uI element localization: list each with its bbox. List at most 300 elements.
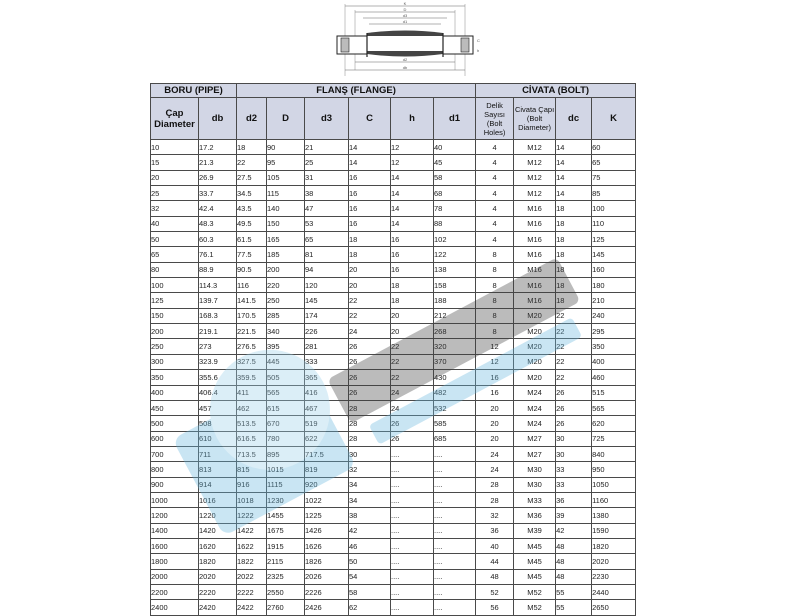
cell-d2: 18	[237, 140, 267, 155]
cell-K: 210	[592, 293, 636, 308]
cell-bolt-diameter: M16	[514, 247, 556, 262]
cell-d1: 45	[434, 155, 476, 170]
cell-d3: 1626	[305, 538, 349, 553]
cell-dc: 55	[556, 600, 592, 615]
table-row	[151, 508, 636, 523]
cell-dc: 22	[556, 308, 592, 323]
cell-bolt-holes: 40	[476, 538, 514, 553]
cell-d3: 1826	[305, 554, 349, 569]
cell-h: ....	[391, 462, 434, 477]
col-header-h: h	[391, 98, 434, 140]
cell-d1: ....	[434, 446, 476, 461]
cell-h: 24	[391, 400, 434, 415]
cell-db: 1016	[199, 492, 237, 507]
cell-C: 58	[349, 584, 391, 599]
cell-bolt-holes: 8	[476, 308, 514, 323]
cell-dc: 33	[556, 477, 592, 492]
table-row	[151, 324, 636, 339]
cell-C: 34	[349, 477, 391, 492]
cell-bolt-holes: 20	[476, 431, 514, 446]
cell-d2: 1018	[237, 492, 267, 507]
cell-bolt-diameter: M16	[514, 216, 556, 231]
cell-h: 22	[391, 370, 434, 385]
cell-diameter: 25	[151, 186, 199, 201]
cell-d2: 170.5	[237, 308, 267, 323]
cell-d2: 34.5	[237, 186, 267, 201]
cell-K: 110	[592, 216, 636, 231]
cell-diameter: 20	[151, 170, 199, 185]
cell-C: 28	[349, 400, 391, 415]
cell-d1: 685	[434, 431, 476, 446]
table-row	[151, 186, 636, 201]
cell-d2: 616.5	[237, 431, 267, 446]
cell-d2: 43.5	[237, 201, 267, 216]
cell-K: 145	[592, 247, 636, 262]
cell-D: 150	[267, 216, 305, 231]
cell-bolt-diameter: M52	[514, 600, 556, 615]
cell-bolt-holes: 32	[476, 508, 514, 523]
table-row	[151, 400, 636, 415]
cell-h: 12	[391, 140, 434, 155]
table-row	[151, 492, 636, 507]
cell-h: 22	[391, 339, 434, 354]
cell-C: 38	[349, 508, 391, 523]
cell-K: 2020	[592, 554, 636, 569]
cell-d2: 61.5	[237, 232, 267, 247]
table-row	[151, 354, 636, 369]
cell-K: 85	[592, 186, 636, 201]
drawing-label-D: D	[403, 7, 407, 12]
drawing-label-K: K	[403, 1, 407, 6]
col-header-bolt-diameter: Civata Çapı (Bolt Diameter)	[514, 98, 556, 140]
cell-C: 26	[349, 354, 391, 369]
cell-diameter: 150	[151, 308, 199, 323]
cell-C: 34	[349, 492, 391, 507]
cell-K: 160	[592, 262, 636, 277]
cell-h: 12	[391, 155, 434, 170]
cell-bolt-diameter: M12	[514, 186, 556, 201]
cell-db: 355.6	[199, 370, 237, 385]
cell-K: 725	[592, 431, 636, 446]
cell-C: 54	[349, 569, 391, 584]
table-row	[151, 247, 636, 262]
cell-D: 250	[267, 293, 305, 308]
cell-bolt-holes: 8	[476, 293, 514, 308]
cell-d3: 622	[305, 431, 349, 446]
cell-bolt-diameter: M27	[514, 431, 556, 446]
cell-h: ....	[391, 477, 434, 492]
flange-dimension-table	[150, 83, 636, 616]
cell-d1: 320	[434, 339, 476, 354]
cell-bolt-holes: 20	[476, 400, 514, 415]
cell-d2: 513.5	[237, 416, 267, 431]
cell-db: 88.9	[199, 262, 237, 277]
cell-d2: 1822	[237, 554, 267, 569]
table-row	[151, 462, 636, 477]
col-header-d2: d2	[237, 98, 267, 140]
cell-diameter: 125	[151, 293, 199, 308]
cell-d2: 916	[237, 477, 267, 492]
cell-diameter: 700	[151, 446, 199, 461]
col-header-dc: dc	[556, 98, 592, 140]
cell-K: 180	[592, 278, 636, 293]
col-header-bolt-holes: Delik Sayısı (Bolt Holes)	[476, 98, 514, 140]
cell-db: 813	[199, 462, 237, 477]
cell-D: 2115	[267, 554, 305, 569]
cell-d3: 47	[305, 201, 349, 216]
drawing-label-h: h	[477, 48, 480, 53]
cell-d3: 365	[305, 370, 349, 385]
cell-D: 200	[267, 262, 305, 277]
col-header-d1: d1	[434, 98, 476, 140]
cell-h: 16	[391, 232, 434, 247]
cell-C: 28	[349, 431, 391, 446]
cell-dc: 18	[556, 262, 592, 277]
cell-bolt-holes: 4	[476, 155, 514, 170]
cell-d1: 585	[434, 416, 476, 431]
cell-dc: 48	[556, 554, 592, 569]
cell-dc: 26	[556, 416, 592, 431]
cell-db: 1620	[199, 538, 237, 553]
cell-K: 950	[592, 462, 636, 477]
cell-bolt-diameter: M24	[514, 400, 556, 415]
table-row	[151, 170, 636, 185]
cell-h: 16	[391, 247, 434, 262]
cell-K: 840	[592, 446, 636, 461]
cell-C: 14	[349, 140, 391, 155]
cell-diameter: 450	[151, 400, 199, 415]
cell-bolt-holes: 16	[476, 370, 514, 385]
cell-d2: 815	[237, 462, 267, 477]
cell-bolt-diameter: M20	[514, 339, 556, 354]
cell-bolt-holes: 44	[476, 554, 514, 569]
cell-bolt-diameter: M52	[514, 584, 556, 599]
cell-C: 16	[349, 201, 391, 216]
table-body	[151, 140, 636, 616]
cell-bolt-holes: 16	[476, 385, 514, 400]
cell-bolt-diameter: M12	[514, 155, 556, 170]
cell-D: 1230	[267, 492, 305, 507]
cell-diameter: 300	[151, 354, 199, 369]
cell-d3: 2026	[305, 569, 349, 584]
cell-D: 1115	[267, 477, 305, 492]
cell-K: 60	[592, 140, 636, 155]
cell-D: 395	[267, 339, 305, 354]
cell-d2: 1622	[237, 538, 267, 553]
cell-dc: 26	[556, 385, 592, 400]
cell-dc: 22	[556, 324, 592, 339]
cell-bolt-holes: 8	[476, 247, 514, 262]
cell-db: 21.3	[199, 155, 237, 170]
cell-diameter: 32	[151, 201, 199, 216]
cell-d3: 174	[305, 308, 349, 323]
cell-diameter: 200	[151, 324, 199, 339]
cell-bolt-diameter: M16	[514, 293, 556, 308]
cell-d2: 2222	[237, 584, 267, 599]
cell-h: 18	[391, 293, 434, 308]
cell-K: 350	[592, 339, 636, 354]
cell-bolt-holes: 4	[476, 216, 514, 231]
cell-diameter: 100	[151, 278, 199, 293]
cell-diameter: 250	[151, 339, 199, 354]
cell-K: 620	[592, 416, 636, 431]
cell-bolt-diameter: M24	[514, 416, 556, 431]
cell-C: 14	[349, 155, 391, 170]
cell-db: 48.3	[199, 216, 237, 231]
cell-db: 1220	[199, 508, 237, 523]
cell-d2: 116	[237, 278, 267, 293]
cell-diameter: 50	[151, 232, 199, 247]
cell-diameter: 1400	[151, 523, 199, 538]
cell-db: 711	[199, 446, 237, 461]
cell-bolt-holes: 4	[476, 140, 514, 155]
cell-db: 139.7	[199, 293, 237, 308]
cell-d1: 40	[434, 140, 476, 155]
cell-d2: 1422	[237, 523, 267, 538]
cell-bolt-holes: 4	[476, 186, 514, 201]
cell-K: 125	[592, 232, 636, 247]
cell-D: 340	[267, 324, 305, 339]
cell-dc: 26	[556, 400, 592, 415]
cell-diameter: 1600	[151, 538, 199, 553]
table-row	[151, 262, 636, 277]
cell-d3: 819	[305, 462, 349, 477]
cell-db: 508	[199, 416, 237, 431]
cell-dc: 55	[556, 584, 592, 599]
cell-D: 2325	[267, 569, 305, 584]
cell-h: 24	[391, 385, 434, 400]
cell-d1: 68	[434, 186, 476, 201]
group-header-flange: FLANŞ (FLANGE)	[237, 84, 476, 98]
cell-D: 220	[267, 278, 305, 293]
cell-d3: 65	[305, 232, 349, 247]
cell-dc: 39	[556, 508, 592, 523]
cell-bolt-diameter: M39	[514, 523, 556, 538]
cell-dc: 48	[556, 569, 592, 584]
cell-d2: 2422	[237, 600, 267, 615]
cell-C: 22	[349, 308, 391, 323]
table-row	[151, 293, 636, 308]
cell-C: 32	[349, 462, 391, 477]
cell-C: 50	[349, 554, 391, 569]
cell-C: 22	[349, 293, 391, 308]
cell-h: ....	[391, 523, 434, 538]
cell-bolt-holes: 12	[476, 354, 514, 369]
group-header-bolt: CİVATA (BOLT)	[476, 84, 636, 98]
cell-dc: 14	[556, 140, 592, 155]
drawing-label-d2: d2	[402, 57, 408, 62]
cell-K: 1590	[592, 523, 636, 538]
cell-d2: 411	[237, 385, 267, 400]
cell-dc: 18	[556, 232, 592, 247]
cell-D: 615	[267, 400, 305, 415]
cell-K: 565	[592, 400, 636, 415]
cell-D: 1455	[267, 508, 305, 523]
table-row	[151, 431, 636, 446]
cell-d3: 21	[305, 140, 349, 155]
cell-d1: ....	[434, 600, 476, 615]
cell-dc: 30	[556, 431, 592, 446]
cell-d1: 370	[434, 354, 476, 369]
table-row	[151, 385, 636, 400]
cell-C: 20	[349, 278, 391, 293]
cell-h: ....	[391, 446, 434, 461]
cell-bolt-holes: 8	[476, 324, 514, 339]
cell-h: 26	[391, 431, 434, 446]
cell-diameter: 2000	[151, 569, 199, 584]
cell-d1: 212	[434, 308, 476, 323]
cell-d3: 226	[305, 324, 349, 339]
cell-db: 2020	[199, 569, 237, 584]
cell-bolt-diameter: M16	[514, 201, 556, 216]
table-row	[151, 278, 636, 293]
cell-d3: 120	[305, 278, 349, 293]
cell-dc: 30	[556, 446, 592, 461]
cell-bolt-diameter: M30	[514, 462, 556, 477]
cell-K: 295	[592, 324, 636, 339]
cell-h: 14	[391, 186, 434, 201]
cell-d2: 276.5	[237, 339, 267, 354]
cell-d1: 482	[434, 385, 476, 400]
table-row	[151, 155, 636, 170]
cell-dc: 36	[556, 492, 592, 507]
cell-bolt-holes: 56	[476, 600, 514, 615]
cell-d2: 90.5	[237, 262, 267, 277]
cell-diameter: 1200	[151, 508, 199, 523]
table-row	[151, 232, 636, 247]
cell-db: 1820	[199, 554, 237, 569]
cell-bolt-diameter: M16	[514, 262, 556, 277]
cell-d1: 532	[434, 400, 476, 415]
table-row	[151, 308, 636, 323]
cell-dc: 14	[556, 155, 592, 170]
cell-C: 46	[349, 538, 391, 553]
cell-D: 670	[267, 416, 305, 431]
cell-d1: 102	[434, 232, 476, 247]
cell-dc: 22	[556, 339, 592, 354]
cell-d3: 145	[305, 293, 349, 308]
cell-D: 780	[267, 431, 305, 446]
cell-bolt-holes: 48	[476, 569, 514, 584]
cell-d1: ....	[434, 569, 476, 584]
cell-d1: ....	[434, 477, 476, 492]
table-row	[151, 140, 636, 155]
cell-C: 62	[349, 600, 391, 615]
cell-K: 515	[592, 385, 636, 400]
cell-bolt-diameter: M20	[514, 324, 556, 339]
drawing-label-db: db	[402, 65, 408, 70]
cell-D: 185	[267, 247, 305, 262]
cell-bolt-diameter: M27	[514, 446, 556, 461]
cell-d3: 31	[305, 170, 349, 185]
table-row	[151, 216, 636, 231]
cell-d1: 58	[434, 170, 476, 185]
cell-bolt-diameter: M12	[514, 170, 556, 185]
cell-db: 914	[199, 477, 237, 492]
flange-drawing-svg	[325, 0, 485, 78]
cell-d3: 2226	[305, 584, 349, 599]
cell-bolt-holes: 28	[476, 492, 514, 507]
cell-d1: 88	[434, 216, 476, 231]
drawing-label-d1: d1	[402, 19, 408, 24]
col-header-d3: d3	[305, 98, 349, 140]
cell-db: 114.3	[199, 278, 237, 293]
cell-d1: ....	[434, 492, 476, 507]
cell-diameter: 900	[151, 477, 199, 492]
cell-diameter: 40	[151, 216, 199, 231]
cell-d3: 81	[305, 247, 349, 262]
cell-d3: 1426	[305, 523, 349, 538]
cell-h: ....	[391, 584, 434, 599]
cell-d3: 467	[305, 400, 349, 415]
cell-d3: 920	[305, 477, 349, 492]
cell-bolt-diameter: M33	[514, 492, 556, 507]
cell-K: 1050	[592, 477, 636, 492]
cell-bolt-diameter: M20	[514, 370, 556, 385]
cell-bolt-diameter: M16	[514, 278, 556, 293]
cell-db: 26.9	[199, 170, 237, 185]
cell-dc: 18	[556, 201, 592, 216]
cell-K: 1160	[592, 492, 636, 507]
cell-d2: 359.5	[237, 370, 267, 385]
cell-bolt-diameter: M30	[514, 477, 556, 492]
cell-db: 457	[199, 400, 237, 415]
table-row	[151, 416, 636, 431]
cell-diameter: 500	[151, 416, 199, 431]
cell-K: 100	[592, 201, 636, 216]
cell-bolt-holes: 28	[476, 477, 514, 492]
cell-D: 90	[267, 140, 305, 155]
cell-bolt-holes: 8	[476, 278, 514, 293]
cell-dc: 14	[556, 170, 592, 185]
cell-db: 2220	[199, 584, 237, 599]
table-row	[151, 584, 636, 599]
cell-bolt-diameter: M20	[514, 308, 556, 323]
cell-diameter: 80	[151, 262, 199, 277]
table-row	[151, 569, 636, 584]
cell-h: 26	[391, 416, 434, 431]
cell-h: ....	[391, 600, 434, 615]
cell-diameter: 400	[151, 385, 199, 400]
cell-db: 60.3	[199, 232, 237, 247]
cell-D: 1015	[267, 462, 305, 477]
cell-C: 28	[349, 416, 391, 431]
cell-db: 2420	[199, 600, 237, 615]
cell-D: 895	[267, 446, 305, 461]
cell-h: 20	[391, 308, 434, 323]
cell-d1: 138	[434, 262, 476, 277]
cell-db: 42.4	[199, 201, 237, 216]
cell-D: 505	[267, 370, 305, 385]
cell-K: 2650	[592, 600, 636, 615]
cell-d2: 327.5	[237, 354, 267, 369]
cell-C: 20	[349, 262, 391, 277]
cell-h: 22	[391, 354, 434, 369]
cell-d1: ....	[434, 523, 476, 538]
cell-d1: 78	[434, 201, 476, 216]
cell-h: ....	[391, 554, 434, 569]
cell-C: 26	[349, 370, 391, 385]
cell-d1: ....	[434, 554, 476, 569]
cell-bolt-holes: 8	[476, 262, 514, 277]
cell-h: 14	[391, 170, 434, 185]
cell-d3: 1022	[305, 492, 349, 507]
cell-d3: 519	[305, 416, 349, 431]
cell-d3: 38	[305, 186, 349, 201]
col-header-K: K	[592, 98, 636, 140]
cell-d1: 268	[434, 324, 476, 339]
cell-diameter: 65	[151, 247, 199, 262]
